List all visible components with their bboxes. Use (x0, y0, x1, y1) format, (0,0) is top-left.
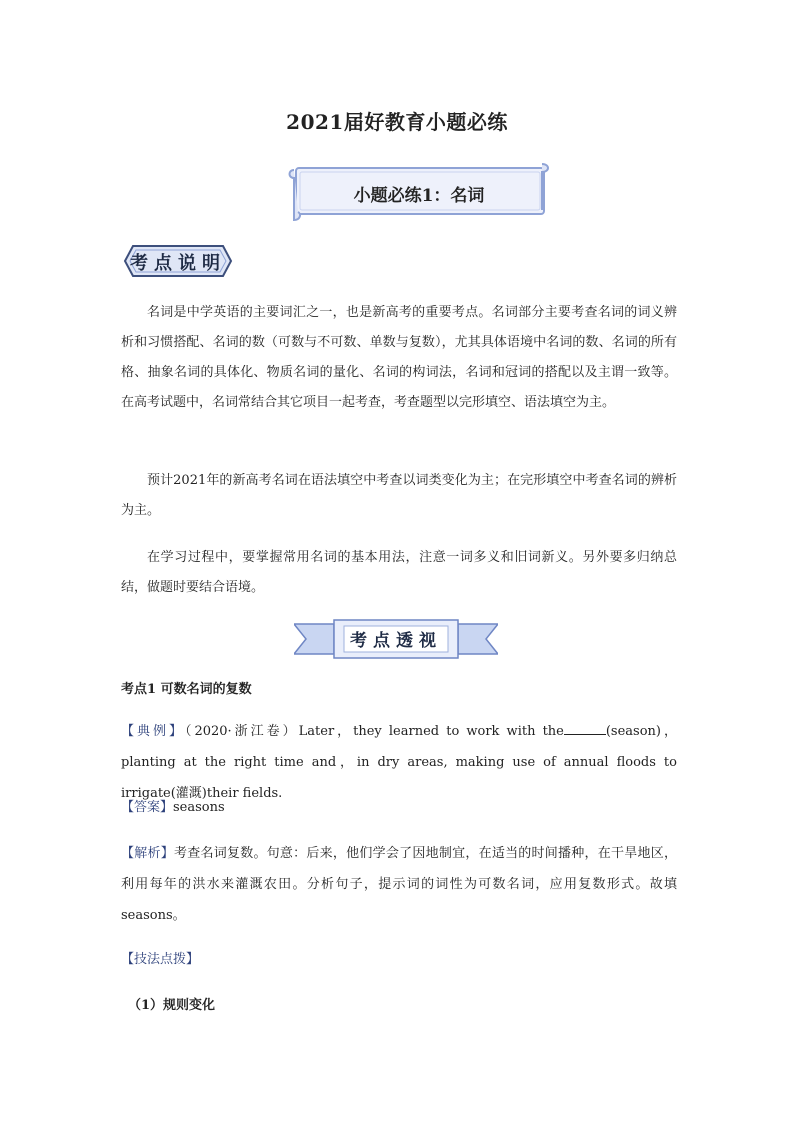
scroll-banner (288, 160, 550, 224)
analysis-text: 考查名词复数。句意：后来，他们学会了因地制宜，在适当的时间播种，在干旱地区，利用每年的洪水来灌溉农田。分析句子，提示词的词性为可数名词，应用复数形式。故填seasons。 (121, 846, 677, 923)
example-tag: 【典例】 (121, 724, 185, 739)
example-text-after: (season)，planting at the right time and，in dry areas, making use of annual floods to irrigate(灌溉)their fields. (121, 724, 677, 801)
example-text-before: Later，they learned to work with the (298, 724, 564, 739)
ribbon-label: 考点透视 (350, 631, 442, 651)
section-title: 考点1 可数名词的复数 (121, 682, 252, 697)
analysis-tag: 【解析】 (121, 846, 174, 861)
example-source: （2020·浙江卷） (184, 724, 299, 739)
tips-block (121, 944, 677, 975)
tips-tag: 【技法点拨】 (121, 952, 200, 967)
exam-point-badge (121, 242, 235, 280)
answer-tag: 【答案】 (121, 800, 174, 815)
answer-blank (564, 722, 606, 735)
document-title: 2021届好教育小题必练 (286, 110, 508, 134)
rule-heading: （1）规则变化 (128, 998, 216, 1013)
intro-paragraph-3: 在学习过程中，要掌握常用名词的基本用法，注意一词多义和旧词新义。另外要多归纳总结，做题时要结合语境。 (121, 550, 677, 595)
analysis-block (121, 838, 677, 931)
intro-paragraph-2: 预计2021年的新高考名词在语法填空中考查以词类变化为主；在完形填空中考查名词的辨析为主。 (121, 473, 677, 518)
answer-block (121, 792, 677, 823)
exam-focus-ribbon (294, 618, 498, 660)
scroll-banner-label: 小题必练1：名词 (353, 186, 485, 206)
answer-text: seasons (173, 800, 225, 815)
intro-paragraph-1: 名词是中学英语的主要词汇之一，也是新高考的重要考点。名词部分主要考查名词的词义辨析和习惯搭配、名词的数（可数与不可数、单数与复数），尤其具体语境中名词的数、名词的所有格、抽象名词的具体化、物质名词的量化、名词的构词法，名词和冠词的搭配以及主谓一致等。在高考试题中，名词常结合其它项目一起考查，考查题型以完形填空、语法填空为主。 (121, 305, 677, 410)
badge-label: 考点说明 (130, 253, 226, 274)
